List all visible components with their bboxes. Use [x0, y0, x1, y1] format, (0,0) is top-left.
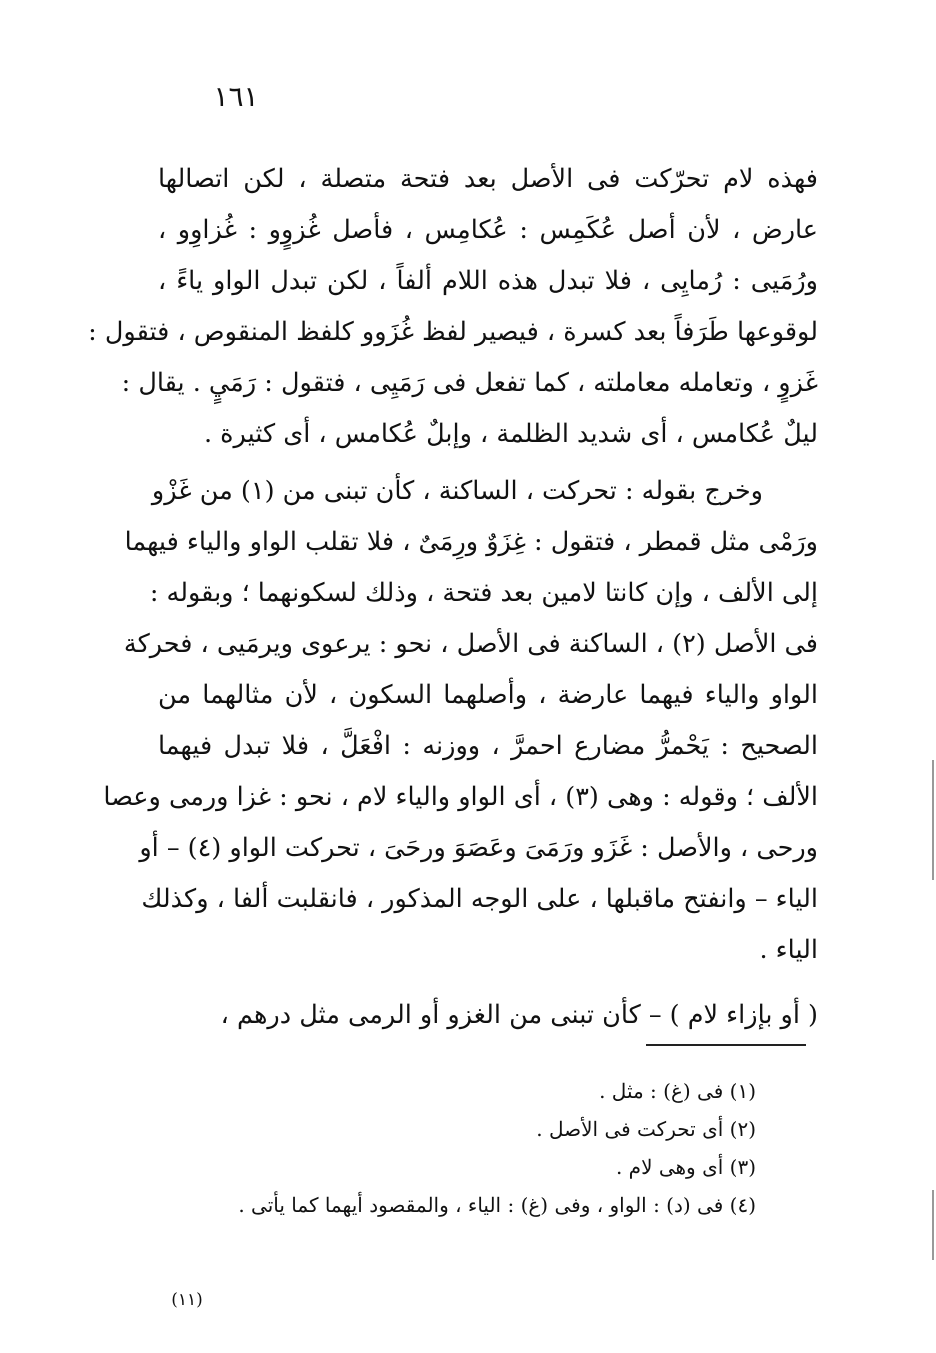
footnote-separator: [646, 1044, 806, 1046]
text-line: الواو والياء فيهما عارضة ، وأصلهما السكون ، لأن مثالهما من: [158, 680, 818, 710]
text-line: ليلٌ عُكامس ، أى شديد الظلمة ، وإبلٌ عُكامس ، أى كثيرة .: [203, 419, 818, 449]
text-line: ورَمْى مثل قمطر ، فتقول : غِزَوٌ ورِمَىٌ ، فلا تقلب الواو والياء فيهما: [124, 527, 818, 557]
scan-edge-mark: [932, 1190, 934, 1260]
text-line: فى الأصل (٢) ، الساكنة فى الأصل ، نحو : يرعوى ويرمَيى ، فحركة: [123, 629, 818, 659]
footnote: (١) فى (غ) : مثل .: [599, 1079, 756, 1103]
text-line: وخرج بقوله : تحركت ، الساكنة ، كأن تبنى من (١) من غَزْو: [151, 476, 763, 506]
paragraph-1: [88, 154, 818, 460]
page-number: ١٦١: [213, 80, 259, 113]
paragraph-2: [103, 466, 818, 976]
footnote: (٤) فى (د) : الواو ، وفى (غ) : الياء ، والمقصود أيهما كما يأتى .: [238, 1193, 756, 1217]
footnote: (٢) أى تحركت فى الأصل .: [536, 1117, 756, 1141]
text-line: فهذه لام تحرّكت فى الأصل بعد فتحة متصلة ، لكن اتصالها: [158, 164, 818, 194]
text-line: عارض ، لأن أصل عُكَمِس : عُكامِس ، فأصل غُزوٍو : غُزاوِو ،: [158, 215, 818, 245]
scan-edge-mark: [932, 760, 934, 880]
main-text: [88, 154, 818, 1041]
text-line: لوقوعها طَرَفاً بعد كسرة ، فيصير لفظ غُزَوو كلفظ المنقوص ، فتقول :: [88, 317, 818, 347]
text-line: ( أو بإزاء لام ) – كأن تبنى من الغزو أو الرمى مثل درهم ،: [220, 1000, 818, 1030]
text-line: الياء – وانفتح ماقبلها ، على الوجه المذكور ، فانقلبت ألفا ، وكذلك: [141, 884, 818, 914]
text-line: ورحى ، والأصل : غَزَو ورَمَىَ وعَصَوَ ورحَىَ ، تحركت الواو (٤) – أو: [139, 833, 818, 863]
signature-mark: (١١): [171, 1290, 203, 1310]
paragraph-3: [158, 990, 818, 1041]
footnote: (٣) أى وهى لام .: [615, 1155, 756, 1179]
text-line: ورُمَيى : رُمايِى ، فلا تبدل هذه اللام ألفاً ، لكن تبدل الواو ياءً ،: [158, 266, 818, 296]
text-line: غَزوٍ ، وتعامله معاملته ، كما تفعل فى رَمَيِى ، فتقول : رَمَيٍ . يقال :: [121, 368, 818, 398]
text-line: الياء .: [759, 935, 818, 965]
text-line: الصحيح : يَحْمرُّ مضارع احمرَّ ، ووزنه : افْعَلَّ ، فلا تبدل فيهما: [158, 731, 818, 761]
text-line: الألف ؛ وقوله : وهى (٣) ، أى الواو والياء لام ، نحو : غزا ورمى وعصا: [103, 782, 818, 812]
text-line: إلى الألف ، وإن كانتا لامين بعد فتحة ، وذلك لسكونهما ؛ وبقوله :: [149, 578, 818, 608]
footnotes: [180, 1072, 756, 1224]
